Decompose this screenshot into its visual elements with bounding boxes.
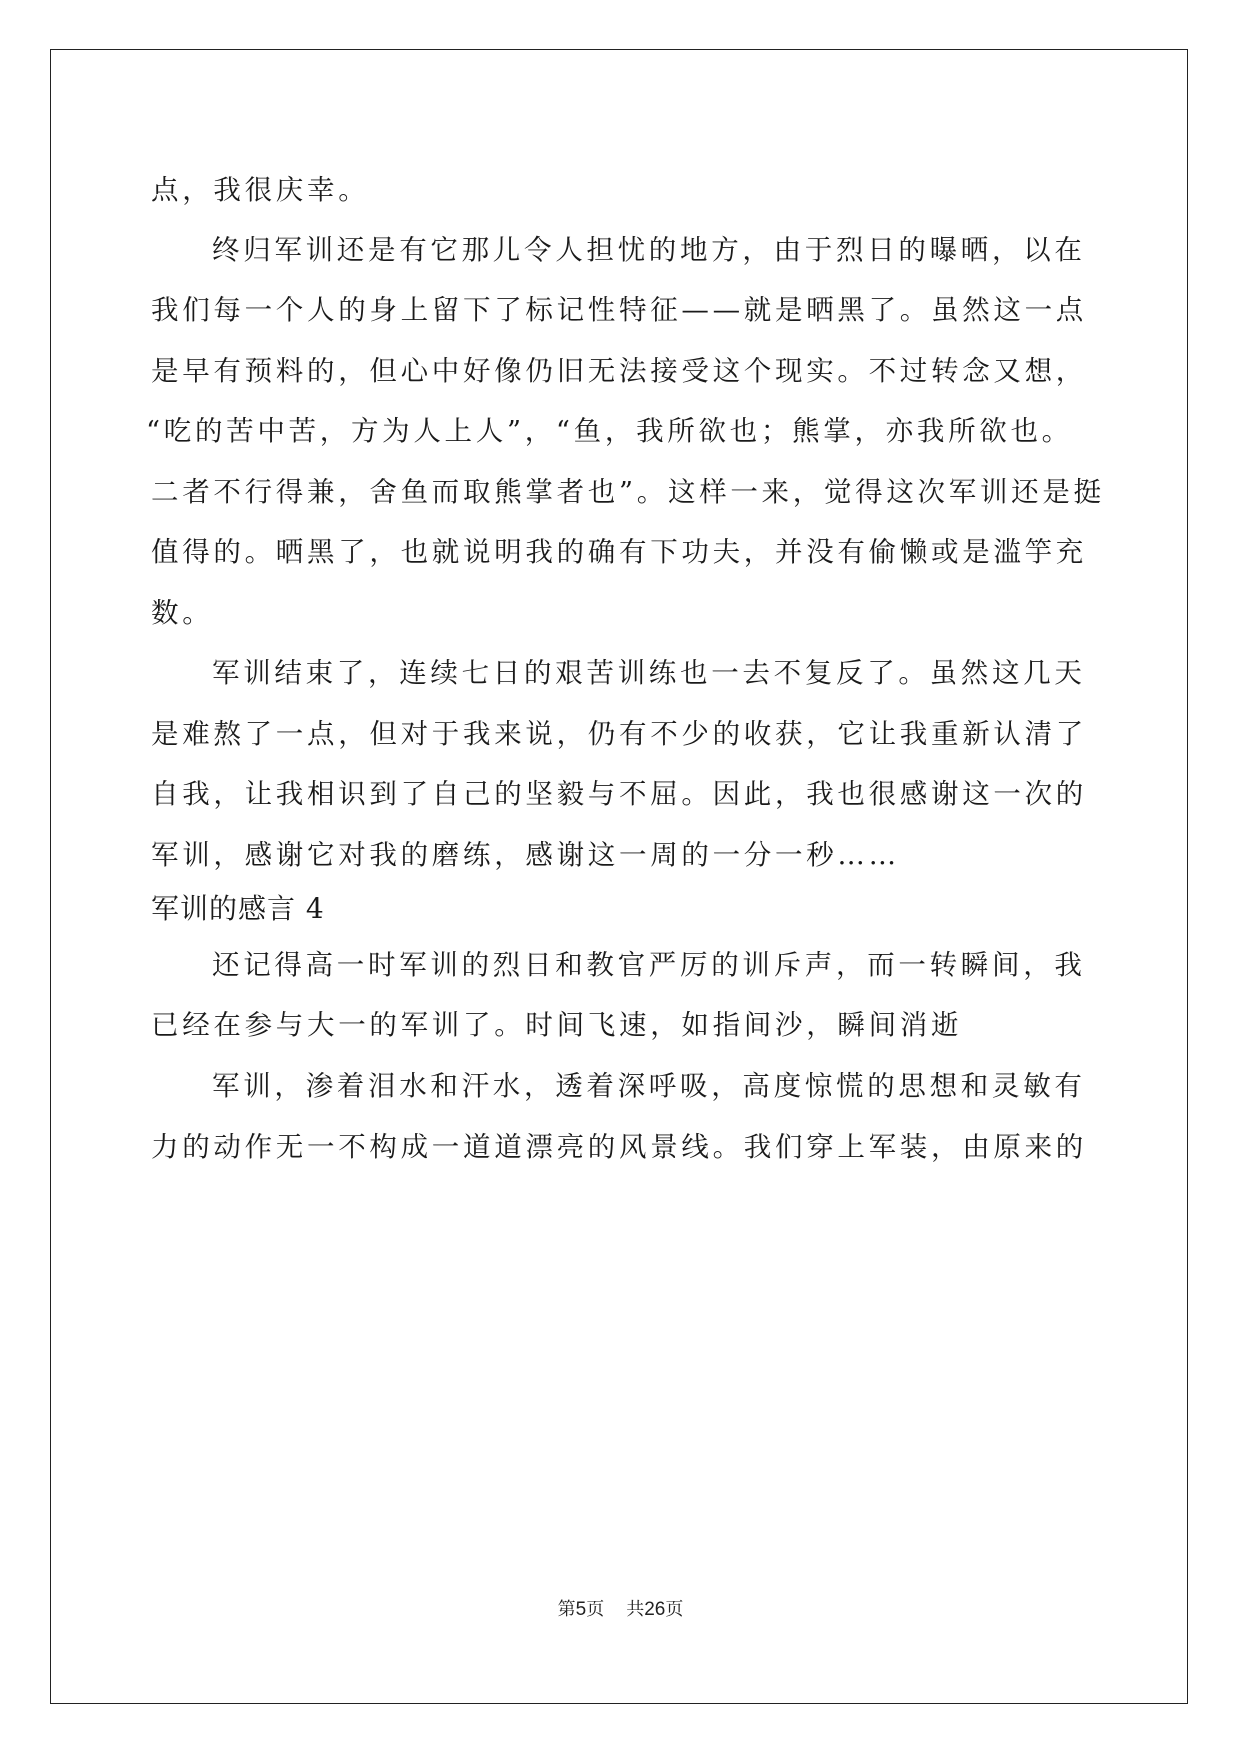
text-line: “吃的苦中苦，方为人上人”，“鱼，我所欲也；熊掌，亦我所欲也。: [146, 415, 1073, 447]
text-line: 自我，让我相识到了自己的坚毅与不屈。因此，我也很感谢这一次的: [151, 778, 1087, 810]
page-footer: [0, 1598, 1241, 1622]
text-line: 军训结束了，连续七日的艰苦训练也一去不复反了。虽然这几天: [212, 657, 1086, 689]
text-line: 军训，渗着泪水和汗水，透着深呼吸，高度惊慌的思想和灵敏有: [212, 1070, 1086, 1102]
page-number: 5: [575, 1599, 587, 1620]
text-line: 点，我很庆幸。: [151, 174, 370, 206]
page-prefix: 第: [557, 1599, 576, 1620]
text-line: 还记得高一时军训的烈日和教官严厉的训斥声，而一转瞬间，我: [212, 949, 1086, 981]
total-prefix: 共: [626, 1599, 645, 1620]
text-line: 是难熬了一点，但对于我来说，仍有不少的收获，它让我重新认清了: [151, 718, 1087, 750]
total-suffix: 页: [665, 1599, 684, 1620]
text-line: 我们每一个人的身上留下了标记性特征——就是晒黑了。虽然这一点: [151, 294, 1087, 326]
text-line: 值得的。晒黑了，也就说明我的确有下功夫，并没有偷懒或是滥竽充: [151, 536, 1087, 568]
total-pages: 26: [644, 1599, 666, 1620]
text-line: 军训，感谢它对我的磨练，感谢这一周的一分一秒……: [151, 839, 900, 871]
text-line: 是早有预料的，但心中好像仍旧无法接受这个现实。不过转念又想，: [151, 355, 1087, 387]
page-suffix: 页: [586, 1599, 605, 1620]
text-line: 已经在参与大一的军训了。时间飞速，如指间沙，瞬间消逝: [151, 1009, 963, 1041]
text-line: 二者不行得兼，舍鱼而取熊掌者也”。这样一来，觉得这次军训还是挺: [151, 476, 1105, 508]
text-line: 终归军训还是有它那儿令人担忧的地方，由于烈日的曝晒，以在: [212, 234, 1086, 266]
section-heading: 军训的感言 4: [151, 892, 325, 925]
text-line: 数。: [151, 597, 214, 629]
text-line: 力的动作无一不构成一道道漂亮的风景线。我们穿上军装，由原来的: [151, 1131, 1087, 1163]
